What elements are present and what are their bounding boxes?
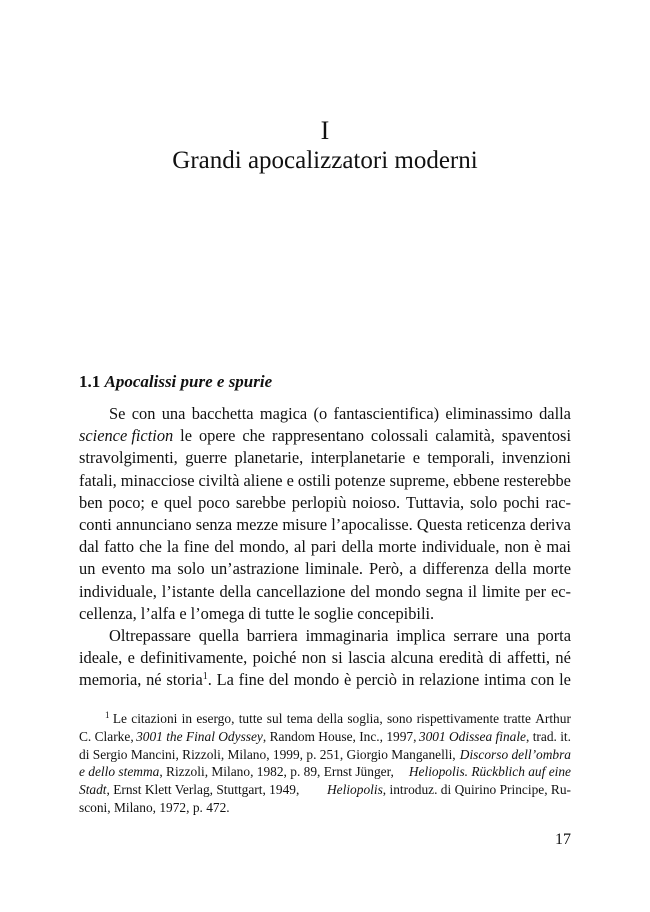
word: né [146, 670, 162, 690]
word: della [494, 559, 527, 579]
word: l’alfa [140, 603, 176, 623]
word: resterebbe [503, 470, 571, 490]
word: e [179, 603, 187, 623]
text-line [79, 492, 571, 514]
word: serrare [453, 625, 498, 645]
word: mezze [236, 514, 279, 534]
footnote [79, 710, 571, 817]
text-line [79, 403, 571, 425]
word: al [294, 537, 306, 557]
word: lascia [348, 648, 386, 668]
word: stravolgimenti, [79, 448, 178, 468]
word: né [555, 648, 571, 668]
word: differenza [422, 559, 489, 579]
book-title: Heliopolis [327, 782, 383, 798]
word: solo [470, 492, 498, 512]
word: ben [79, 492, 103, 512]
word: fine [238, 670, 265, 690]
text-line [79, 581, 571, 603]
word: soglia, [347, 711, 383, 726]
word: che [139, 537, 162, 557]
word: una [505, 625, 530, 645]
word: tutte [238, 711, 263, 726]
word: la [166, 537, 179, 557]
word: minacciose [120, 470, 195, 490]
text-run: , Ernst Klett Verlag, Stuttgart, 1949, [106, 782, 300, 798]
word: Oltrepassare [109, 625, 191, 645]
text-run [419, 728, 571, 746]
word: sarebbe [235, 492, 286, 512]
word: Le [112, 711, 127, 726]
word: definitivamente, [140, 648, 248, 668]
word: poco; [108, 492, 145, 512]
word: dalla [539, 404, 571, 423]
word: fine [183, 537, 210, 557]
word: citazioni [131, 711, 178, 726]
word: barriera [246, 625, 298, 645]
word: affetti, [507, 648, 550, 668]
word: individuale, [79, 581, 157, 601]
word: limite [481, 581, 521, 601]
word-with-marker [105, 710, 127, 728]
word: fatali, [79, 470, 117, 490]
section-heading [79, 371, 272, 393]
word: quella [198, 625, 239, 645]
word: temporali, [427, 448, 495, 468]
word: tratte [503, 711, 531, 726]
word: si [331, 648, 343, 668]
word: rappresentano [272, 426, 364, 446]
text-line [79, 447, 571, 469]
text-run: , Rizzoli, Milano, 1982, p. 89, Ernst Jünger, [159, 764, 394, 780]
word: guerre [185, 448, 228, 468]
word: magica [259, 404, 308, 423]
word: sono [386, 711, 413, 726]
word: con [530, 670, 555, 690]
word: bacchetta [191, 404, 254, 423]
word: Questa [416, 514, 463, 534]
word: con [131, 404, 156, 423]
text-run: di Sergio Mancini, Rizzoli, Milano, 1999, p. 251, Giorgio Manganelli, [79, 746, 456, 762]
text-run [79, 763, 394, 781]
word: morte [532, 559, 571, 579]
word: La [216, 670, 234, 690]
word: del [350, 581, 371, 601]
word: individuale, [421, 537, 500, 557]
book-title: 3001 Odissea finale [418, 728, 526, 744]
word: e [412, 448, 420, 468]
word: tutte [265, 603, 295, 623]
word: alcuna [390, 648, 434, 668]
word: e [150, 492, 159, 512]
word: mondo [293, 670, 340, 690]
word: e [127, 648, 135, 668]
word: della [317, 711, 344, 726]
word: interplanetarie [310, 448, 406, 468]
word: esergo, [196, 711, 235, 726]
word: di [488, 648, 502, 668]
text-run: , trad. it. [526, 728, 571, 744]
italic-term: science fiction [79, 426, 174, 446]
text-line [79, 625, 571, 647]
word: poco [198, 492, 230, 512]
footnote-line [79, 799, 571, 817]
word: soglie [314, 603, 354, 623]
word: pari [310, 537, 337, 557]
word: segna [425, 581, 464, 601]
word: intima [484, 670, 526, 690]
text-run [79, 781, 299, 799]
word: implica [396, 625, 446, 645]
text-line [79, 536, 571, 558]
word: le [559, 670, 571, 690]
book-title: Heliopolis. Rückblich auf eine [408, 764, 571, 780]
word: calamità, [435, 426, 495, 446]
text-line [79, 669, 571, 691]
word: ostili [297, 470, 331, 490]
word: a [409, 559, 417, 579]
word: in [181, 711, 193, 726]
word: ideale, [79, 648, 123, 668]
word: del [268, 670, 289, 690]
word: un’astrazione [210, 559, 300, 579]
word: il [467, 581, 478, 601]
word: della [341, 537, 374, 557]
text-run [136, 728, 416, 746]
word: perciò [356, 670, 397, 690]
word: l’istante [161, 581, 215, 601]
word: colossali [370, 426, 429, 446]
text-line [79, 647, 571, 669]
chapter-number: I [320, 116, 330, 145]
word: quel [164, 492, 193, 512]
book-title: Stadt [79, 782, 107, 798]
text-run [327, 781, 571, 799]
word: senza [195, 514, 233, 534]
book-title: e dello stemma [79, 764, 160, 780]
word: noioso. [352, 492, 401, 512]
footnote-line [79, 763, 571, 781]
word: annunciano [115, 514, 192, 534]
word: planetarie, [234, 448, 304, 468]
word: della [219, 581, 252, 601]
word: mai [546, 537, 571, 557]
word: tema [286, 711, 313, 726]
word: rac- [545, 492, 571, 512]
word: concepibili. [357, 603, 435, 623]
word: un [79, 559, 96, 579]
word: ma [151, 559, 172, 579]
word: potenze [334, 470, 386, 490]
book-title: Discorso dell’ombra [459, 746, 571, 762]
word: relazione [419, 670, 480, 690]
text-run: , introduz. di Quirino Principe, Ru- [382, 782, 571, 798]
word: mondo, [239, 537, 290, 557]
word: fatto [104, 537, 135, 557]
word: Arthur [535, 711, 571, 726]
word: rispettivamente [416, 711, 500, 726]
word: pochi [503, 492, 540, 512]
text-line [79, 514, 571, 536]
footnote-marker: 1 [105, 710, 110, 720]
word: (o [313, 404, 328, 423]
word: supreme, [389, 470, 450, 490]
word: del [214, 537, 235, 557]
text-line [79, 558, 571, 580]
word: poiché [252, 648, 297, 668]
word: perlopiù [291, 492, 347, 512]
word: Se [109, 404, 126, 423]
word: mondo [375, 581, 421, 601]
word: che [242, 426, 266, 446]
text-line [79, 470, 571, 492]
word: è [534, 537, 542, 557]
word: fantascientifica) [333, 404, 440, 423]
word: per [525, 581, 547, 601]
footnote-line [79, 746, 571, 764]
text-line [79, 603, 571, 625]
word: in [401, 670, 415, 690]
word: solo [177, 559, 205, 579]
word: Però, [369, 559, 404, 579]
word-with-note [166, 669, 212, 691]
word: è [343, 670, 352, 690]
word: l’apocalisse. [331, 514, 413, 534]
word: sul [266, 711, 283, 726]
word: civiltà [198, 470, 240, 490]
word: liminale. [305, 559, 363, 579]
word: non [504, 537, 530, 557]
body-text [79, 403, 571, 691]
word: dal [79, 537, 100, 557]
word: una [161, 404, 186, 423]
word: storia [166, 670, 203, 690]
word: deriva [529, 514, 571, 534]
word: le [180, 426, 193, 446]
word: non [301, 648, 327, 668]
footnote-line [79, 781, 571, 799]
chapter-title: Grandi apocalizzatori moderni [172, 147, 478, 174]
footnote-line [79, 728, 571, 746]
word: . [207, 670, 212, 690]
word: ec- [550, 581, 571, 601]
section-number: 1.1 [79, 372, 101, 391]
word: conti [79, 514, 112, 534]
word: immaginaria [305, 625, 389, 645]
word: misure [282, 514, 328, 534]
book-title: 3001 the Final Odyssey [136, 728, 263, 744]
word: cellenza, [79, 603, 137, 623]
section-title: Apocalissi pure e spurie [104, 372, 273, 391]
word: eredità [438, 648, 484, 668]
word: eliminassimo [445, 404, 533, 423]
word: l’omega [190, 603, 245, 623]
word: aliene [243, 470, 283, 490]
word: memoria, [79, 670, 142, 690]
word: invenzioni [501, 448, 571, 468]
text-run: C. Clarke, [79, 728, 134, 744]
footnote-ref[interactable]: 1 [202, 671, 208, 683]
page-number: 17 [555, 831, 571, 848]
word: reticenza [466, 514, 526, 534]
word: e [286, 470, 294, 490]
word: opere [198, 426, 236, 446]
word: evento [101, 559, 146, 579]
word: Tuttavia, [405, 492, 465, 512]
word: le [298, 603, 311, 623]
text-run: sconi, Milano, 1972, p. 472. [79, 799, 230, 815]
text-run: , Random House, Inc., 1997, [262, 728, 417, 744]
word: morte [378, 537, 417, 557]
word: ebbene [453, 470, 500, 490]
text-line [79, 425, 571, 447]
word: porta [537, 625, 571, 645]
word: spaventosi [501, 426, 571, 446]
word: cancellazione [256, 581, 346, 601]
footnote-line [79, 710, 571, 728]
word: di [248, 603, 262, 623]
